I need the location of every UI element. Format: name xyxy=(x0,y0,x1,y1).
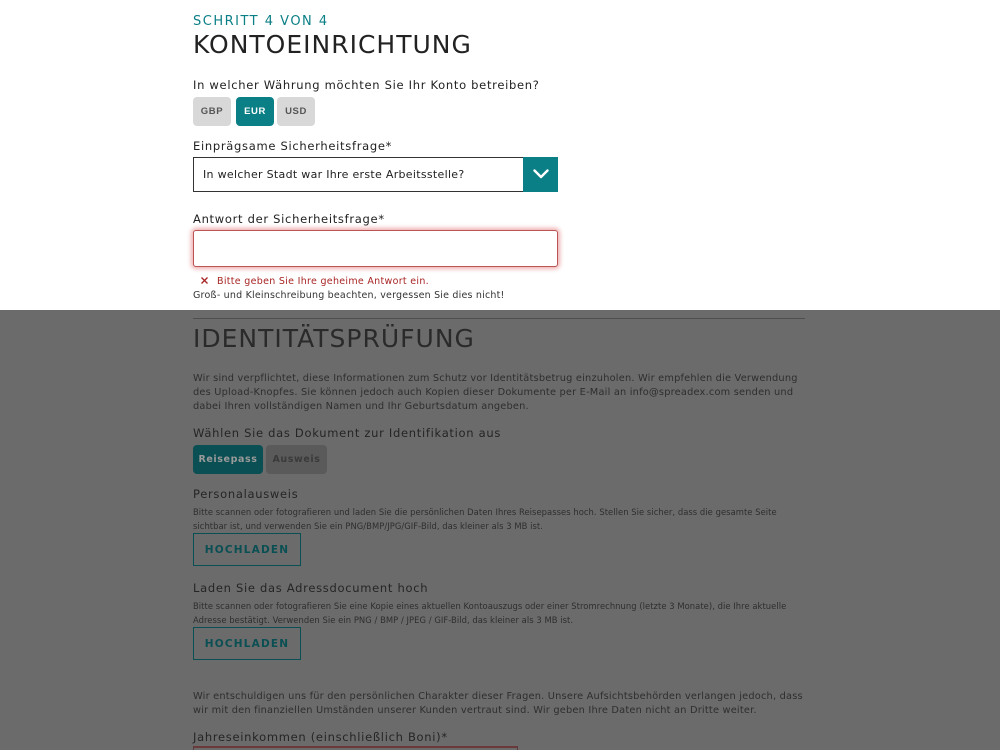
id-upload-instructions xyxy=(193,506,805,533)
identity-intro-line: dabei Ihren vollständigen Namen und Ihr Geburtsdatum angeben. xyxy=(193,401,529,412)
currency-usd-button[interactable]: USD xyxy=(277,97,315,126)
error-message: Bitte geben Sie Ihre geheime Antwort ein. xyxy=(217,276,429,287)
id-upload-line: Bitte scannen oder fotografieren und laden Sie die persönlichen Daten Ihres Reisepasses hoch. Stellen Sie sicher, dass die gesamte Seite xyxy=(193,507,777,517)
security-question-label: Einprägsame Sicherheitsfrage* xyxy=(193,139,393,153)
address-upload-button[interactable]: HOCHLADEN xyxy=(193,627,301,660)
identity-title: IDENTITÄTSPRÜFUNG xyxy=(193,324,475,353)
step-indicator: SCHRITT 4 VON 4 xyxy=(193,14,329,29)
id-upload-line: sichtbar ist, und verwenden Sie ein PNG/BMP/JPG/GIF-Bild, das kleiner als 3 MB ist. xyxy=(193,520,543,531)
address-upload-label: Laden Sie das Adressdocument hoch xyxy=(193,581,429,595)
currency-eur-button[interactable]: EUR xyxy=(236,97,274,126)
doc-id-card-button[interactable]: Ausweis xyxy=(266,445,327,474)
income-input[interactable] xyxy=(193,746,518,750)
case-sensitivity-hint: Groß- und Kleinschreibung beachten, vergessen Sie dies nicht! xyxy=(193,290,505,301)
error-x-icon xyxy=(201,276,208,287)
security-question-select[interactable] xyxy=(193,157,558,192)
dimmed-identity-section xyxy=(0,310,1000,750)
security-answer-error xyxy=(201,276,429,287)
page-title: KONTOEINRICHTUNG xyxy=(193,30,472,59)
identity-intro-line: des Upload-Knopfes. Sie können jedoch auch Kopien dieser Dokumente per E-Mail an info@spreadex.com senden und xyxy=(193,387,794,398)
apology-line: wir mit den finanziellen Umständen unserer Kunden vertraut sind. Wir geben Ihre Daten nicht an Dritte weiter. xyxy=(193,705,757,716)
apology-line: Wir entschuldigen uns für den persönlichen Charakter dieser Fragen. Unsere Aufsichtsbehörden verlangen jedoch, dass xyxy=(193,691,803,702)
doc-choice-label: Wählen Sie das Dokument zur Identifikation aus xyxy=(193,426,502,440)
section-divider xyxy=(193,318,805,319)
currency-gbp-button[interactable]: GBP xyxy=(193,97,231,126)
chevron-down-icon[interactable] xyxy=(523,157,558,192)
currency-label: In welcher Währung möchten Sie Ihr Konto betreiben? xyxy=(193,78,540,92)
address-upload-instructions xyxy=(193,600,805,627)
security-question-value: In welcher Stadt war Ihre erste Arbeitsstelle? xyxy=(203,168,465,181)
security-answer-label: Antwort der Sicherheitsfrage* xyxy=(193,212,385,226)
doc-passport-button[interactable]: Reisepass xyxy=(193,445,263,474)
id-upload-label: Personalausweis xyxy=(193,487,299,501)
apology-text xyxy=(193,690,805,718)
income-label: Jahreseinkommen (einschließlich Boni)* xyxy=(193,730,448,744)
address-upload-line: Adresse bestätigt. Verwenden Sie ein PNG / BMP / JPEG / GIF-Bild, das kleiner als 3 MB ist. xyxy=(193,614,574,625)
identity-intro xyxy=(193,372,805,414)
address-upload-line: Bitte scannen oder fotografieren Sie eine Kopie eines aktuellen Kontoauszugs oder einer Stromrechnung (letzte 3 Monate), die Ihre aktuelle xyxy=(193,601,787,611)
security-answer-input[interactable] xyxy=(193,230,558,267)
identity-intro-line: Wir sind verpflichtet, diese Informationen zum Schutz vor Identitätsbetrug einzuholen. Wir empfehlen die Verwendung xyxy=(193,373,798,384)
id-upload-button[interactable]: HOCHLADEN xyxy=(193,533,301,566)
